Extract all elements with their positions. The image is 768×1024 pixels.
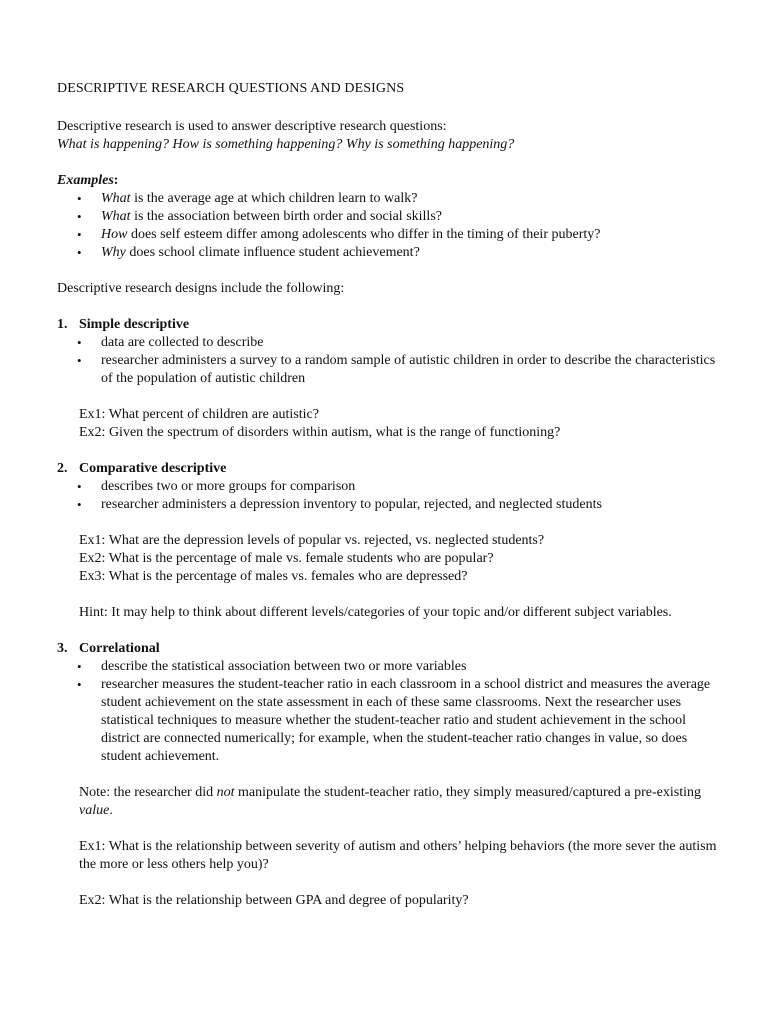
section-bullets: [57, 658, 717, 766]
examples-list: [57, 190, 717, 262]
example-question: Ex2: What is the relationship between GPA and degree of popularity?: [79, 893, 469, 908]
section-simple-descriptive: [57, 316, 717, 442]
document-page: [57, 80, 717, 910]
examples-heading: [57, 172, 717, 190]
note-text: [57, 784, 717, 820]
note-part: .: [109, 803, 113, 818]
note-emphasis: value: [79, 803, 110, 818]
section-bullets: [57, 478, 717, 514]
example-text: does self esteem differ among adolescents who differ in the timing of their puberty?: [127, 227, 601, 242]
section-heading: [57, 460, 717, 478]
example-text: does school climate influence student achievement?: [125, 245, 420, 260]
list-item: • researcher administers a survey to a random sample of autistic children in order to describe the characteristics of the population of autistic children: [57, 352, 717, 388]
example-lead: What: [101, 191, 131, 206]
section-correlational: [57, 640, 717, 910]
examples-heading-colon: :: [113, 173, 119, 188]
hint-text: Hint: It may help to think about different levels/categories of your topic and/or different subject variables.: [79, 605, 672, 620]
section-number: 2.: [57, 461, 68, 476]
example-question: Ex3: What is the percentage of males vs. females who are depressed?: [79, 569, 468, 584]
list-item: • data are collected to describe: [57, 334, 717, 352]
examples-heading-text: Examples: [57, 173, 114, 188]
note-part: Note: the researcher did: [79, 785, 217, 800]
designs-intro: Descriptive research designs include the following:: [57, 281, 345, 296]
example-question: Ex2: Given the spectrum of disorders within autism, what is the range of functioning?: [79, 425, 561, 440]
section-comparative-descriptive: [57, 460, 717, 622]
section-title: Comparative descriptive: [79, 461, 227, 476]
list-item: [57, 190, 717, 208]
example-lead: How: [101, 227, 128, 242]
section-heading: [57, 316, 717, 334]
list-item: • researcher measures the student-teacher ratio in each classroom in a school district and measures the average student achievement on the state assessment in each of these same classrooms. Next the researcher uses statistical techniques to measure whether the student-teacher ratio and student achievement in the school district are connected numerically; for example, when the student-teacher ratio changes in value, so does student achievement.: [57, 676, 717, 766]
intro-questions: What is happening? How is something happening? Why is something happening?: [57, 137, 515, 152]
note-part: manipulate the student-teacher ratio, they simply measured/captured a pre-existing: [234, 785, 701, 800]
example-question: Ex1: What are the depression levels of popular vs. rejected, vs. neglected students?: [79, 533, 545, 548]
section-bullets: [57, 334, 717, 388]
list-item: [57, 244, 717, 262]
list-item: [57, 208, 717, 226]
document-title: DESCRIPTIVE RESEARCH QUESTIONS AND DESIGNS: [57, 81, 405, 96]
example-text: is the average age at which children learn to walk?: [130, 191, 418, 206]
example-text: is the association between birth order and social skills?: [130, 209, 442, 224]
section-title: Simple descriptive: [79, 317, 190, 332]
section-number: 1.: [57, 317, 68, 332]
example-question: Ex2: What is the percentage of male vs. female students who are popular?: [79, 551, 494, 566]
list-item: • describes two or more groups for comparison: [57, 478, 717, 496]
list-item: • researcher administers a depression inventory to popular, rejected, and neglected students: [57, 496, 717, 514]
section-number: 3.: [57, 641, 68, 656]
note-emphasis: not: [216, 785, 235, 800]
section-heading: [57, 640, 717, 658]
example-lead: Why: [101, 245, 126, 260]
intro-line: Descriptive research is used to answer descriptive research questions:: [57, 119, 447, 134]
example-lead: What: [101, 209, 131, 224]
section-title: Correlational: [79, 641, 160, 656]
example-question: Ex1: What is the relationship between severity of autism and others’ helping behaviors (the more sever the autism the more or less others help you)?: [79, 839, 717, 872]
list-item: [57, 226, 717, 244]
example-question: Ex1: What percent of children are autistic?: [79, 407, 319, 422]
list-item: • describe the statistical association between two or more variables: [57, 658, 717, 676]
